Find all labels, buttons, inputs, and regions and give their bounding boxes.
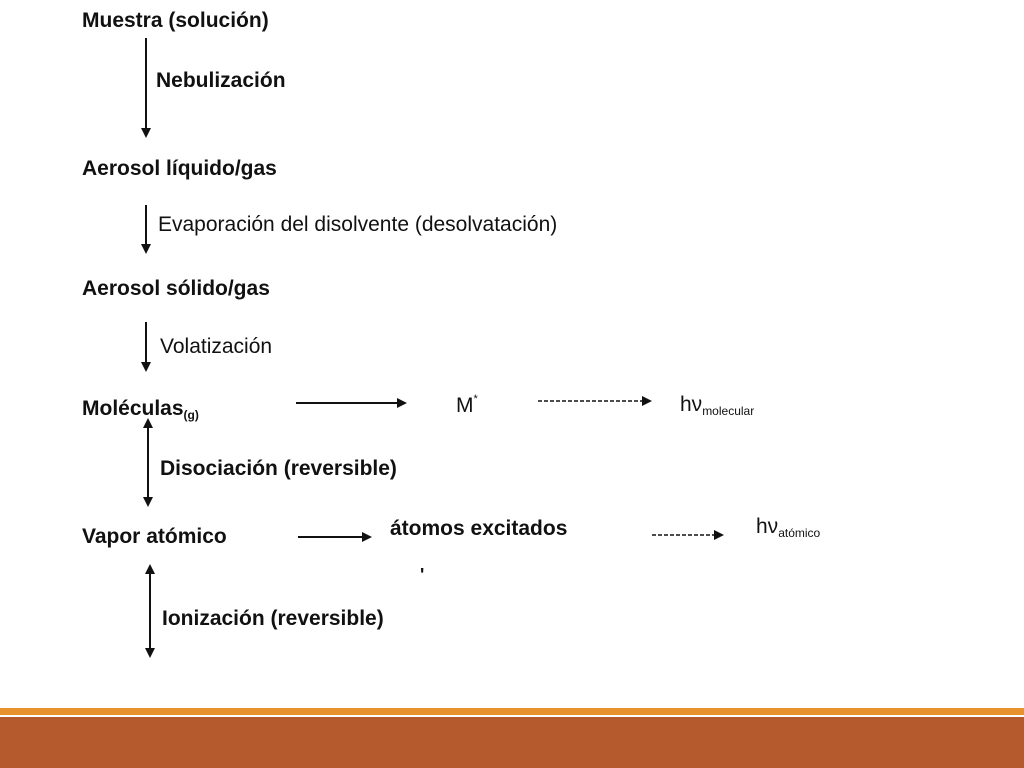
hv-molecular-label: hν <box>680 393 703 416</box>
step-aerosol-solido: Aerosol sólido/gas <box>82 277 270 300</box>
step-muestra: Muestra (solución) <box>82 9 269 32</box>
step-aerosol-liquido: Aerosol líquido/gas <box>82 157 277 180</box>
step-volatizacion: Volatización <box>160 335 273 358</box>
step-nebulizacion: Nebulización <box>156 69 286 92</box>
stray-mark: ' <box>420 565 425 585</box>
step-moleculas <box>82 398 199 421</box>
step-vapor-atomico: Vapor atómico <box>82 525 227 548</box>
branch-hv-molecular <box>680 394 754 417</box>
moleculas-label: Moléculas <box>82 397 184 420</box>
footer-band-thin <box>0 708 1024 715</box>
footer-band-wide <box>0 717 1024 768</box>
hv-atomico-label: hν <box>756 515 779 538</box>
m-star-superscript: * <box>473 393 478 405</box>
hv-atomico-subscript: atómico <box>778 526 821 540</box>
step-disociacion: Disociación (reversible) <box>160 457 397 480</box>
moleculas-subscript: (g) <box>183 408 199 422</box>
m-star-label: M <box>456 394 474 417</box>
step-evaporacion: Evaporación del disolvente (desolvatación) <box>158 213 558 236</box>
branch-atomos-excitados: átomos excitados <box>390 517 568 540</box>
branch-m-star <box>456 394 478 416</box>
hv-molecular-subscript: molecular <box>702 404 755 418</box>
branch-hv-atomico <box>756 516 820 539</box>
step-ionizacion: Ionización (reversible) <box>162 607 384 630</box>
